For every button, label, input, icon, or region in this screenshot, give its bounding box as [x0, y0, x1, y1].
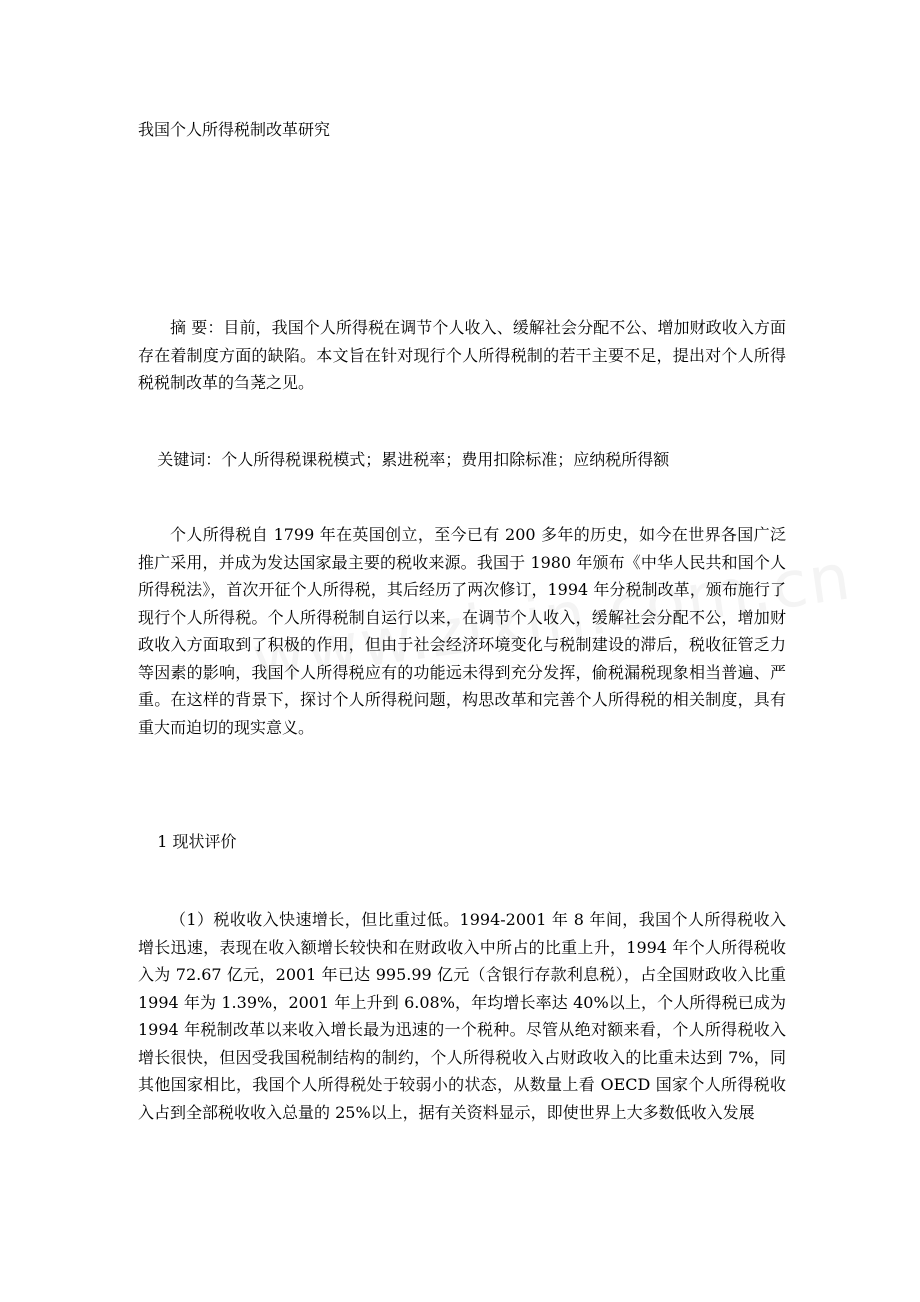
abstract-paragraph: 摘 要：目前，我国个人所得税在调节个人收入、缓解社会分配不公、增加财政收入方面存在着制度方面的缺陷。本文旨在针对现行个人所得税制的若干主要不足，提出对个人所得税税制改革的刍荛之见。 — [138, 318, 786, 392]
document-title: 我国个人所得税制改革研究 — [138, 120, 331, 139]
body-paragraph: （1）税收收入快速增长，但比重过低。1994-2001 年 8 年间，我国个人所得税收入增长迅速，表现在收入额增长较快和在财政收入中所占的比重上升，1994 年个人所得税收入为 72.67 亿元，2001 年已达 995.99 亿元（含银行存款利息税），占全国财政收入比重 1994 年为 1.39%，2001 年上升到 6.08%，年均增长率达 40%以上，个人所得税已成为 1994 年税制改革以来收入增长最为迅速的一个税种。尽管从绝对额来看，个人所得税收入增长很快，但因受我国税制结构的制约，个人所得税收入占财政收入的比重未达到 7%，同其他国家相比，我国个人所得税处于较弱小的状态，从数量上看 OECD 国家个人所得税收入占到全部税收收入总量的 25%以上，据有关资料显示，即使世界上大多数低收入发展 — [138, 910, 786, 1122]
section-heading: 1 现状评价 — [157, 832, 237, 851]
keywords-line: 关键词：个人所得税课税模式；累进税率；费用扣除标准；应纳税所得额 — [157, 450, 670, 469]
intro-paragraph: 个人所得税自 1799 年在英国创立，至今已有 200 多年的历史，如今在世界各国广泛推广采用，并成为发达国家最主要的税收来源。我国于 1980 年颁布《中华人民共和国个人所得税法》，首次开征个人所得税，其后经历了两次修订，1994 年分税制改革，颁布施行了现行个人所得税。个人所得税制自运行以来，在调节个人收入，缓解社会分配不公，增加财政收入方面取到了积极的作用，但由于社会经济环境变化与税制建设的滞后，税收征管乏力等因素的影响，我国个人所得税应有的功能远未得到充分发挥，偷税漏税现象相当普遍、严重。在这样的背景下，探讨个人所得税问题，构思改革和完善个人所得税的相关制度，具有重大而迫切的现实意义。 — [138, 525, 786, 737]
